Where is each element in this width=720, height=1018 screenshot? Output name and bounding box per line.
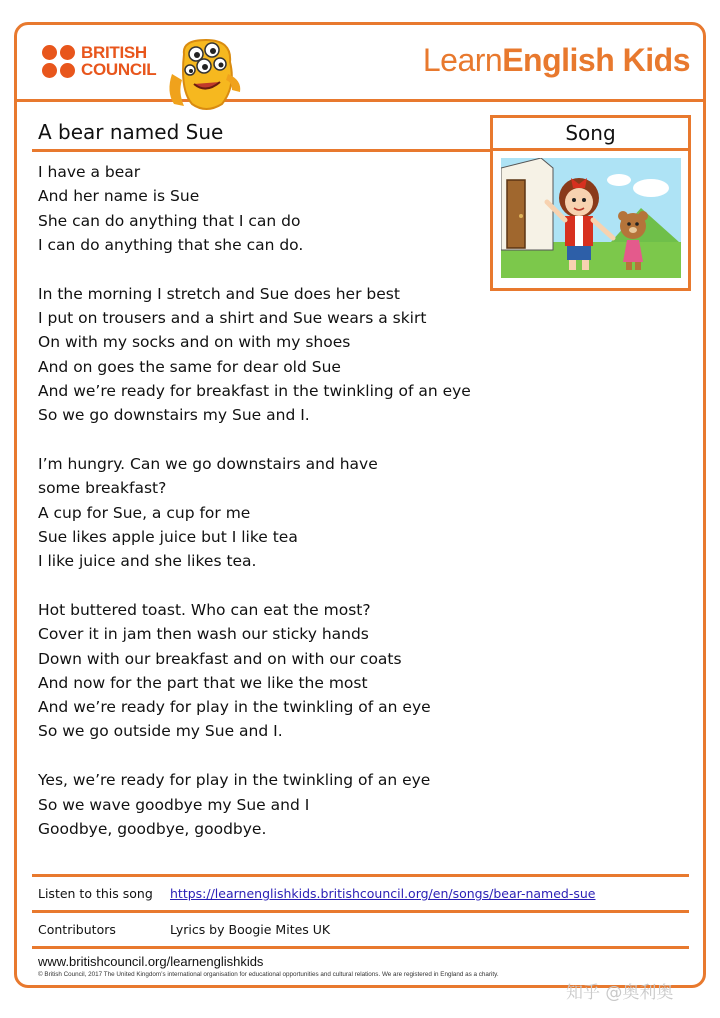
lyric-line: And we’re ready for breakfast in the twinkling of an eye — [38, 381, 471, 400]
lyric-line: So we go downstairs my Sue and I. — [38, 406, 310, 425]
girl-and-bear-illustration — [501, 158, 681, 278]
contributors-value: Lyrics by Boogie Mites UK — [170, 922, 331, 937]
page-title: A bear named Sue — [38, 120, 224, 144]
lyrics-stanza — [38, 160, 478, 257]
song-link[interactable]: https://learnenglishkids.britishcouncil.org/en/songs/bear-named-sue — [170, 886, 596, 901]
lyric-line: So we go outside my Sue and I. — [38, 722, 283, 741]
lyric-line: Sue likes apple juice but I like tea — [38, 527, 298, 546]
lyric-line: I have a bear — [38, 163, 141, 181]
resource-type-box — [490, 115, 691, 291]
lyric-line: I put on trousers and a shirt and Sue wears a skirt — [38, 308, 427, 327]
contributors-label: Contributors — [38, 922, 116, 937]
lyric-line: I’m hungry. Can we go downstairs and have some breakfast? — [38, 454, 378, 498]
lyric-line: Goodbye, goodbye, goodbye. — [38, 819, 267, 838]
footer-divider — [32, 910, 689, 913]
lyrics-stanza — [38, 598, 478, 744]
lyrics-stanza — [38, 282, 478, 428]
lyrics-stanza — [38, 452, 478, 573]
british-council-dots-icon — [42, 45, 75, 78]
lyric-line: I like juice and she likes tea. — [38, 552, 257, 571]
monster-mascot-icon — [162, 34, 248, 114]
copyright-notice: © British Council, 2017 The United Kingdom’s international organisation for educational opportunities and cultural relations. We are registered in England as a charity. — [38, 971, 499, 978]
british-council-logo[interactable] — [42, 44, 156, 78]
footer-divider — [32, 874, 689, 877]
bc-logo-line2: COUNCIL — [81, 60, 157, 79]
bc-logo-line1: BRITISH — [81, 43, 147, 62]
lyric-line: In the morning I stretch and Sue does her best — [38, 284, 400, 303]
lyric-line: On with my socks and on with my shoes — [38, 333, 351, 352]
listen-label: Listen to this song — [38, 886, 153, 901]
footer-divider — [32, 946, 689, 949]
lyric-line: Yes, we’re ready for play in the twinkling of an eye — [38, 771, 431, 790]
lyric-line: And on goes the same for dear old Sue — [38, 357, 341, 376]
lyric-line: She can do anything that I can do — [38, 211, 301, 230]
lyric-line: Cover it in jam then wash our sticky hands — [38, 625, 369, 644]
lyrics-stanza — [38, 768, 478, 841]
lyric-line: And we’re ready for play in the twinkling of an eye — [38, 698, 431, 717]
learnenglish-kids-logo[interactable]: LearnEnglish Kids — [422, 42, 690, 78]
resource-type-label: Song — [493, 118, 688, 151]
watermark: 知乎 @奥利奥 — [566, 983, 674, 1003]
lyric-line: I can do anything that she can do. — [38, 235, 304, 254]
lyric-line: So we wave goodbye my Sue and I — [38, 795, 310, 814]
header-divider — [14, 99, 706, 102]
song-lyrics — [38, 160, 478, 866]
lyric-line: Down with our breakfast and on with our coats — [38, 649, 402, 668]
lyric-line: Hot buttered toast. Who can eat the most? — [38, 600, 371, 619]
lyric-line: And her name is Sue — [38, 187, 200, 206]
lyric-line: And now for the part that we like the most — [38, 673, 368, 692]
title-underline — [32, 149, 490, 152]
website-url: www.britishcouncil.org/learnenglishkids — [38, 954, 264, 969]
lyric-line: A cup for Sue, a cup for me — [38, 503, 251, 522]
